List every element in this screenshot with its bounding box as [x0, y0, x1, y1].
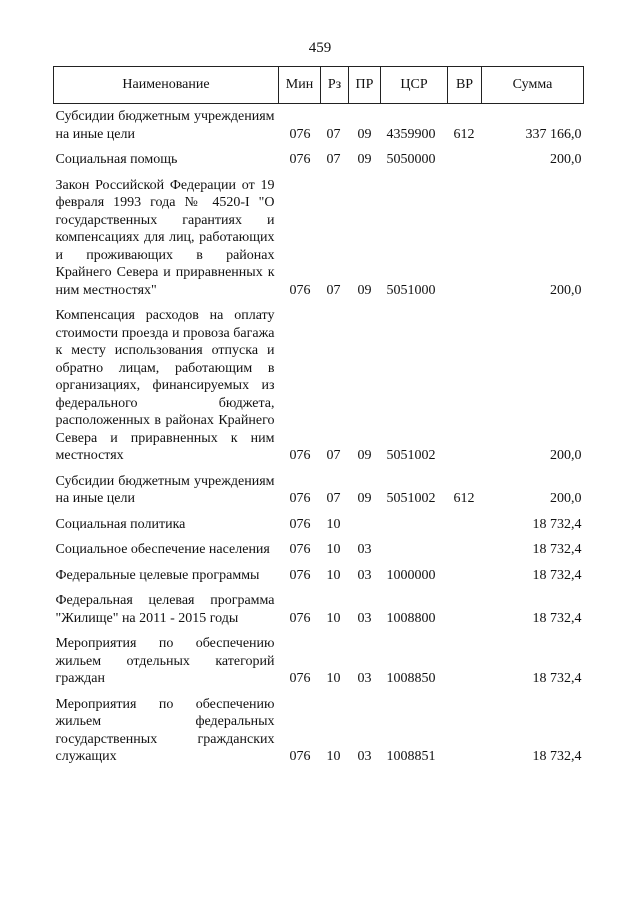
cell-min: 076 — [289, 671, 311, 686]
cell-min: 076 — [289, 610, 311, 626]
table-row — [54, 567, 584, 593]
cell-name: Субсидии бюджетным учреждениям на иные цели — [55, 473, 275, 506]
cell-csr: 5051002 — [386, 491, 436, 506]
cell-vr — [448, 541, 482, 567]
cell-sum: 18 732,4 — [532, 516, 582, 532]
cell-pr: 09 — [357, 152, 372, 167]
cell-pr: 09 — [357, 448, 372, 463]
cell-min: 076 — [289, 152, 311, 167]
cell-rz: 10 — [326, 671, 341, 686]
cell-csr: 1008800 — [386, 610, 436, 626]
table-row — [54, 635, 584, 696]
cell-vr: 612 — [453, 126, 475, 142]
cell-pr — [349, 516, 381, 542]
cell-pr: 09 — [357, 126, 372, 142]
cell-vr — [448, 307, 482, 473]
cell-rz: 07 — [326, 491, 341, 506]
cell-pr: 03 — [357, 610, 372, 626]
cell-min: 076 — [289, 567, 311, 583]
cell-name: Федеральная целевая программа "Жилище" на 2011 - 2015 годы — [55, 593, 275, 626]
cell-name: Компенсация расходов на оплату стоимости проезда и провоза багажа к месту использования отпуска и обратно лицам, работающим в организациях, финансируемых из федерального бюджета, расположенных в районах Крайнего Севера и приравненных к ним местностях — [55, 308, 275, 463]
cell-rz: 07 — [326, 126, 341, 142]
header-csr: ЦСР — [381, 67, 448, 104]
table-row — [54, 307, 584, 473]
cell-min: 076 — [289, 749, 311, 764]
cell-sum: 18 732,4 — [532, 542, 582, 557]
cell-sum: 18 732,4 — [532, 749, 582, 764]
cell-csr: 5051002 — [386, 448, 436, 463]
cell-csr: 5051000 — [386, 282, 436, 298]
cell-name: Мероприятия по обеспечению жильем федеральных государственных гражданских служащих — [55, 696, 275, 764]
cell-vr — [448, 567, 482, 593]
header-pr: ПР — [349, 67, 381, 104]
cell-csr — [381, 541, 448, 567]
cell-min: 076 — [289, 282, 311, 298]
cell-name: Федеральные целевые программы — [55, 567, 260, 583]
cell-csr: 1008850 — [386, 671, 436, 686]
cell-name: Закон Российской Федерации от 19 февраля 1993 года № 4520-I "О государственных гарантиях и компенсациях для лиц, работающих и проживающих в районах Крайнего Севера и приравненных к ним местностях" — [55, 177, 275, 298]
cell-min: 076 — [289, 516, 311, 532]
cell-min: 076 — [289, 126, 311, 142]
cell-sum: 200,0 — [550, 282, 582, 298]
cell-csr — [381, 516, 448, 542]
cell-min: 076 — [289, 542, 311, 557]
page-number: 459 — [308, 40, 332, 56]
cell-name: Социальная помощь — [55, 152, 178, 167]
cell-pr: 09 — [357, 282, 372, 298]
table-row — [54, 177, 584, 308]
table-header — [54, 67, 584, 104]
table-row — [54, 592, 584, 635]
header-sum: Сумма — [482, 67, 584, 104]
cell-sum: 18 732,4 — [532, 671, 582, 686]
cell-name: Мероприятия по обеспечению жильем отдельных категорий граждан — [55, 636, 275, 686]
cell-rz: 10 — [326, 567, 341, 583]
cell-rz: 10 — [326, 516, 341, 532]
table-row — [54, 104, 584, 152]
header-name: Наименование — [54, 67, 279, 104]
cell-vr: 612 — [453, 491, 475, 506]
table-row — [54, 151, 584, 177]
header-row — [54, 67, 584, 104]
cell-csr: 1008851 — [386, 749, 436, 764]
cell-csr: 4359900 — [386, 126, 436, 142]
cell-vr — [448, 177, 482, 308]
header-vr: ВР — [448, 67, 482, 104]
cell-min: 076 — [289, 448, 311, 463]
cell-name: Социальная политика — [55, 516, 186, 532]
cell-sum: 200,0 — [550, 491, 582, 506]
cell-name: Социальное обеспечение населения — [55, 542, 270, 557]
table-row — [54, 473, 584, 516]
cell-sum: 337 166,0 — [525, 126, 582, 142]
cell-rz: 07 — [326, 152, 341, 167]
budget-table — [53, 66, 584, 774]
cell-sum: 200,0 — [550, 152, 582, 167]
cell-sum: 200,0 — [550, 448, 582, 463]
cell-vr — [448, 696, 482, 774]
cell-rz: 10 — [326, 749, 341, 764]
table-body — [54, 104, 584, 774]
table-row — [54, 541, 584, 567]
header-rz: Рз — [321, 67, 349, 104]
cell-vr — [448, 635, 482, 696]
cell-rz: 07 — [326, 448, 341, 463]
cell-pr: 03 — [357, 749, 372, 764]
cell-csr: 1000000 — [386, 567, 436, 583]
table-row — [54, 516, 584, 542]
cell-pr: 09 — [357, 491, 372, 506]
table-row — [54, 696, 584, 774]
cell-vr — [448, 151, 482, 177]
cell-rz: 07 — [326, 282, 341, 298]
cell-rz: 10 — [326, 542, 341, 557]
cell-pr: 03 — [357, 542, 372, 557]
cell-min: 076 — [289, 491, 311, 506]
header-min: Мин — [279, 67, 321, 104]
cell-pr: 03 — [357, 671, 372, 686]
cell-csr: 5050000 — [386, 152, 436, 167]
cell-name: Субсидии бюджетным учреждениям на иные цели — [55, 109, 275, 142]
cell-sum: 18 732,4 — [532, 610, 582, 626]
cell-vr — [448, 516, 482, 542]
cell-vr — [448, 592, 482, 635]
cell-pr: 03 — [357, 567, 372, 583]
cell-rz: 10 — [326, 610, 341, 626]
cell-sum: 18 732,4 — [532, 567, 582, 583]
